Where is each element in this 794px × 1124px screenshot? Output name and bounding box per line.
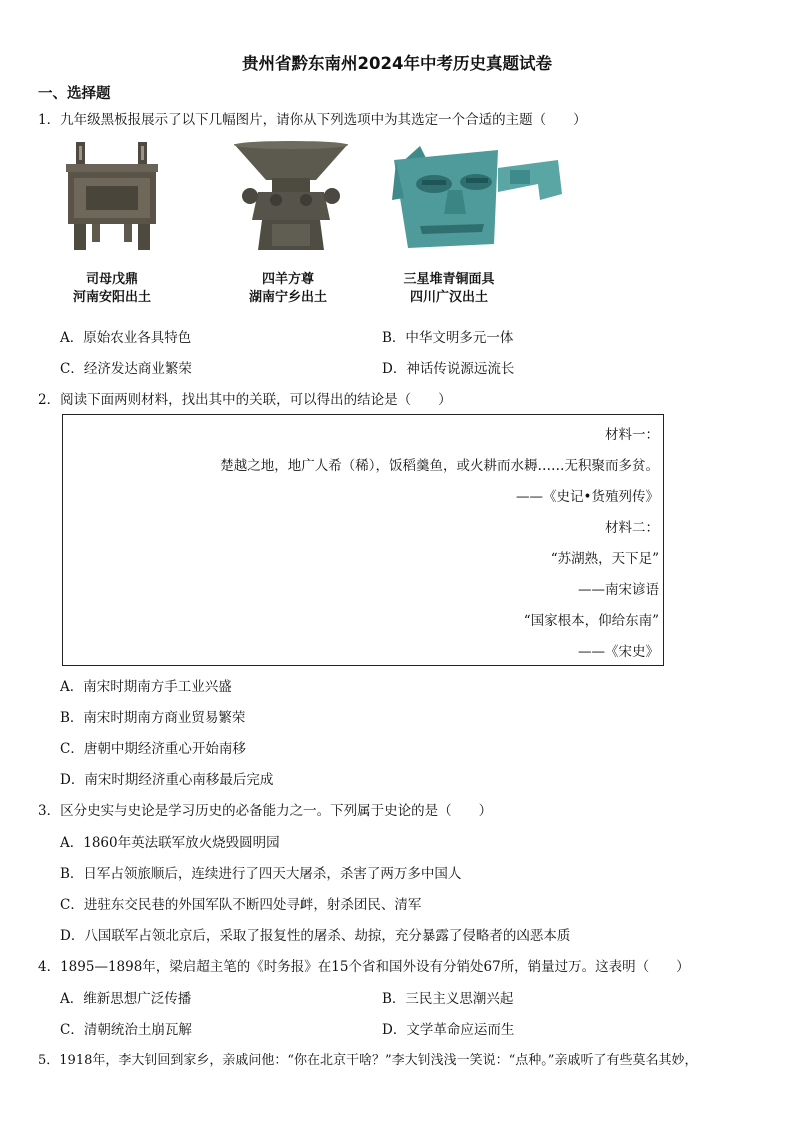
- material-1-label: 材料一：: [605, 427, 659, 443]
- simuwu-ding-image: [62, 140, 162, 252]
- image3-caption: [384, 271, 514, 307]
- q1-option-b[interactable]: B．中华文明多元一体: [382, 330, 514, 346]
- q4-option-d[interactable]: D．文学革命应运而生: [382, 1022, 515, 1038]
- image2-origin: 湖南宁乡出土: [248, 290, 327, 305]
- sanxingdui-mask-image: [390, 140, 562, 252]
- q2-stem: 2．阅读下面两则材料，找出其中的关联，可以得出的结论是（ ）: [38, 392, 452, 408]
- material-1-text: 楚越之地，地广人希（稀），饭稻羹鱼，或火耕而水耨……无积聚而多贫。: [220, 458, 659, 474]
- q2-option-c[interactable]: C．唐朝中期经济重心开始南移: [60, 741, 246, 757]
- q2-option-d[interactable]: D．南宋时期经济重心南移最后完成: [60, 772, 274, 788]
- q1-stem: 1．九年级黑板报展示了以下几幅图片，请你从下列选项中为其选定一个合适的主题（ ）: [38, 112, 587, 128]
- four-ram-zun-image: [232, 140, 350, 252]
- image3-origin: 四川广汉出土: [409, 290, 488, 305]
- q4-option-c[interactable]: C．清朝统治土崩瓦解: [60, 1022, 192, 1038]
- image3-name: 三星堆青铜面具: [403, 272, 495, 287]
- q3-option-a[interactable]: A．1860年英法联军放火烧毁圆明园: [60, 835, 280, 851]
- material-2-quote-2: “国家根本，仰给东南”: [523, 613, 659, 629]
- image1-origin: 河南安阳出土: [72, 290, 151, 305]
- q4-option-a[interactable]: A．维新思想广泛传播: [60, 991, 192, 1007]
- q5-stem: 5．1918年，李大钊回到家乡，亲戚问他：“你在北京干啥？”李大钊浅浅一笑说：“点种。”亲戚听了有些莫名其妙，: [38, 1053, 698, 1068]
- material-1-source: ——《史记•货殖列传》: [516, 489, 659, 505]
- q1-option-c[interactable]: C．经济发达商业繁荣: [60, 361, 192, 377]
- q1-option-d[interactable]: D．神话传说源远流长: [382, 361, 515, 377]
- q4-option-b[interactable]: B．三民主义思潮兴起: [382, 991, 514, 1007]
- image1-name: 司母戊鼎: [85, 272, 138, 287]
- image2-name: 四羊方尊: [261, 272, 314, 287]
- q1-option-a[interactable]: A．原始农业各具特色: [60, 330, 192, 346]
- page-title: 贵州省黔东南州2024年中考历史真题试卷: [242, 54, 552, 73]
- q2-option-b[interactable]: B．南宋时期南方商业贸易繁荣: [60, 710, 246, 726]
- material-2-source-1: ——南宋谚语: [578, 582, 659, 598]
- q3-option-d[interactable]: D．八国联军占领北京后，采取了报复性的屠杀、劫掠，充分暴露了侵略者的凶恶本质: [60, 928, 571, 944]
- image1-caption: [52, 271, 172, 307]
- q4-stem: 4．1895—1898年，梁启超主笔的《时务报》在15个省和国外设有分销处67所，销量过万。这表明（ ）: [38, 959, 690, 975]
- q3-stem: 3．区分史实与史论是学习历史的必备能力之一。下列属于史论的是（ ）: [38, 803, 493, 819]
- image2-caption: [228, 271, 348, 307]
- q3-option-b[interactable]: B．日军占领旅顺后，连续进行了四天大屠杀，杀害了两万多中国人: [60, 866, 462, 882]
- material-2-quote-1: “苏湖熟，天下足”: [550, 551, 659, 567]
- material-2-source-2: ——《宋史》: [578, 644, 659, 660]
- material-2-label: 材料二：: [605, 520, 659, 536]
- section-heading: 一、选择题: [38, 86, 111, 102]
- q3-option-c[interactable]: C．进驻东交民巷的外国军队不断四处寻衅，射杀团民、清军: [60, 897, 422, 913]
- q2-option-a[interactable]: A．南宋时期南方手工业兴盛: [60, 679, 232, 695]
